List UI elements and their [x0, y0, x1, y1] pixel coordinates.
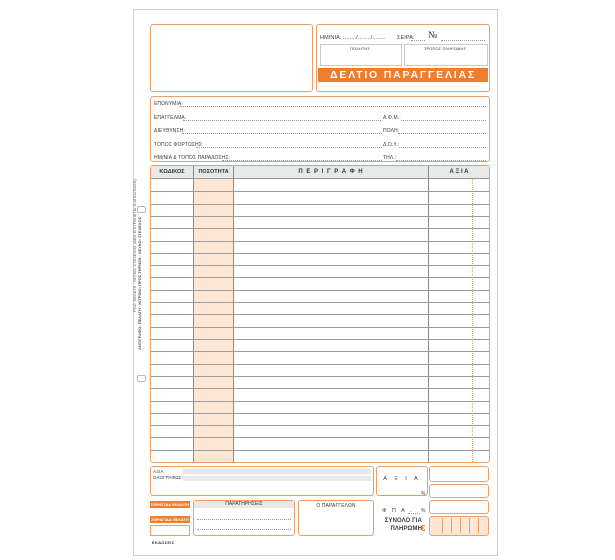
- date-label: ΗΜ/ΝΙΑ: ......../......../........: [320, 35, 386, 41]
- phone-field[interactable]: [396, 160, 486, 161]
- table-row-line: [151, 339, 489, 340]
- afm-field[interactable]: [401, 120, 486, 121]
- table-row-line: [151, 253, 489, 254]
- table-row-line: [151, 327, 489, 328]
- profession-label: ΕΠΑΓΓΕΛΜΑ:: [154, 115, 187, 121]
- amount-words-field-1[interactable]: [183, 469, 371, 474]
- table-row-line: [151, 425, 489, 426]
- table-row-line: [151, 413, 489, 414]
- table-row-line: [151, 302, 489, 303]
- afm-label: Α.Φ.Μ.:: [383, 115, 401, 121]
- side-copy-note: ΡΟΖ: ΠΕΛΑΤΗ · ΛΕΥΚΟ: ΣΤΕΛΕΧΟΣ (ΔΕΝ ΕΠΙΤΡΕΠΕΤΑΙ Η ΑΠΟΣΠΑΣΗ): [132, 179, 137, 312]
- col-header-value: Α Ξ Ι Α: [449, 168, 469, 175]
- customer-seal-field[interactable]: [150, 525, 190, 536]
- table-row-line: [151, 204, 489, 205]
- address-field[interactable]: [182, 133, 382, 134]
- table-row-line: [151, 228, 489, 229]
- amount-words-label: ΑΞΙΑ ΟΛΟΓΡΑΦΩΣ:: [153, 469, 183, 480]
- vat-pct: %: [421, 508, 426, 514]
- issuer-seal-label: ΣΦΡΑΓΙΔΑ ΕΚΔΟΤΗ: [150, 502, 190, 507]
- items-table-body: [151, 179, 489, 462]
- payment-method-label: ΤΡΟΠΟΣ ΠΛΗΡΩΜΗΣ: [423, 46, 467, 51]
- number-field[interactable]: [441, 40, 485, 41]
- table-row-line: [151, 191, 489, 192]
- city-label: ΠΟΛΗ:: [383, 128, 400, 134]
- table-row-line: [151, 450, 489, 451]
- table-row-line: [151, 314, 489, 315]
- table-row-line: [151, 437, 489, 438]
- series-field[interactable]: [411, 40, 425, 41]
- col-header-quantity: ΠΟΣΟΤΗΤΑ: [198, 169, 229, 175]
- phone-label: ΤΗΛ.:: [383, 155, 397, 161]
- company-name-field[interactable]: [180, 106, 486, 107]
- tax-office-field[interactable]: [399, 147, 486, 148]
- table-row-line: [151, 388, 489, 389]
- table-row-line: [151, 401, 489, 402]
- discount-pct: %: [421, 491, 426, 497]
- vat-rate-field[interactable]: [408, 513, 420, 514]
- publisher-brand: ΕΚΔΟΣΕΙΣ: [152, 540, 175, 545]
- profession-field[interactable]: [183, 120, 381, 121]
- document-title: ΔΕΛΤΙΟ ΠΑΡΑΓΓΕΛΙΑΣ: [318, 68, 488, 82]
- vat-amount-field[interactable]: [429, 500, 489, 514]
- perforation-mark-bottom: [137, 375, 146, 382]
- company-name-label: ΕΠΩΝΥΜΙΑ:: [154, 101, 183, 107]
- vat-label: Φ Π Α .: [382, 508, 414, 514]
- table-row-line: [151, 364, 489, 365]
- city-field[interactable]: [398, 133, 486, 134]
- total-amount-boxes: [434, 518, 484, 533]
- table-row-line: [151, 376, 489, 377]
- table-row-line: [151, 277, 489, 278]
- address-label: ΔΙΕΥΘΥΝΣΗ:: [154, 128, 185, 134]
- loading-place-label: ΤΟΠΟΣ ΦΟΡΤΩΣΗΣ:: [154, 142, 204, 148]
- discount-amount-field[interactable]: [429, 484, 489, 498]
- col-header-description: Π Ε Ρ Ι Γ Ρ Α Φ Η: [298, 168, 364, 175]
- table-row-line: [151, 216, 489, 217]
- loading-place-field[interactable]: [196, 147, 382, 148]
- table-row-line: [151, 241, 489, 242]
- table-row-line: [151, 265, 489, 266]
- value-amount-field[interactable]: [429, 466, 489, 482]
- perforation-mark-top: [137, 206, 146, 213]
- table-row-line: [151, 290, 489, 291]
- issuer-label: ΠΩΛΗΤΗΣ: [350, 46, 370, 51]
- remarks-label: ΠΑΡΑΤΗΡΗΣΕΙΣ: [194, 501, 294, 508]
- delivery-label: ΗΜ/ΝΙΑ & ΤΟΠΟΣ ΠΑΡΑΔΟΣΗΣ:: [154, 155, 231, 161]
- number-label: №: [428, 30, 438, 41]
- discount-field[interactable]: [382, 495, 420, 496]
- side-copy-note-2: ΑΝΤΙΓΡΑΦΟ: ΠΕΛΑΤΗ · ΚΙΤΡΙΝΟ: ΠΡΟΣ ΤΗΡΗΣΗ · ΛΕΥΚΟ: ΣΤΕΛΕΧΟΣ: [137, 216, 142, 350]
- issuer-logo-box: [150, 24, 313, 92]
- orderer-label: Ο ΠΑΡΑΓΓΕΛΩΝ: [316, 503, 356, 509]
- total-label: ΣΥΝΟΛΟ ΓΙΑ ΠΛΗΡΩΜΗ: [384, 518, 422, 532]
- series-label: ΣΕΙΡΑ:: [397, 35, 415, 41]
- remarks-line-1[interactable]: [197, 519, 291, 520]
- remarks-line-2[interactable]: [197, 529, 291, 530]
- tax-office-label: Δ.Ο.Υ.:: [383, 142, 400, 148]
- customer-seal-label: ΣΦΡΑΓΙΔΑ ΠΕΛΑΤΗ: [151, 517, 189, 522]
- value-label: Α Ξ Ι Α: [383, 476, 421, 482]
- table-row-line: [151, 351, 489, 352]
- delivery-field[interactable]: [222, 160, 382, 161]
- total-currency: €: [421, 524, 426, 533]
- col-header-code: ΚΩΔΙΚΟΣ: [159, 169, 185, 175]
- amount-words-field-2[interactable]: [183, 476, 371, 481]
